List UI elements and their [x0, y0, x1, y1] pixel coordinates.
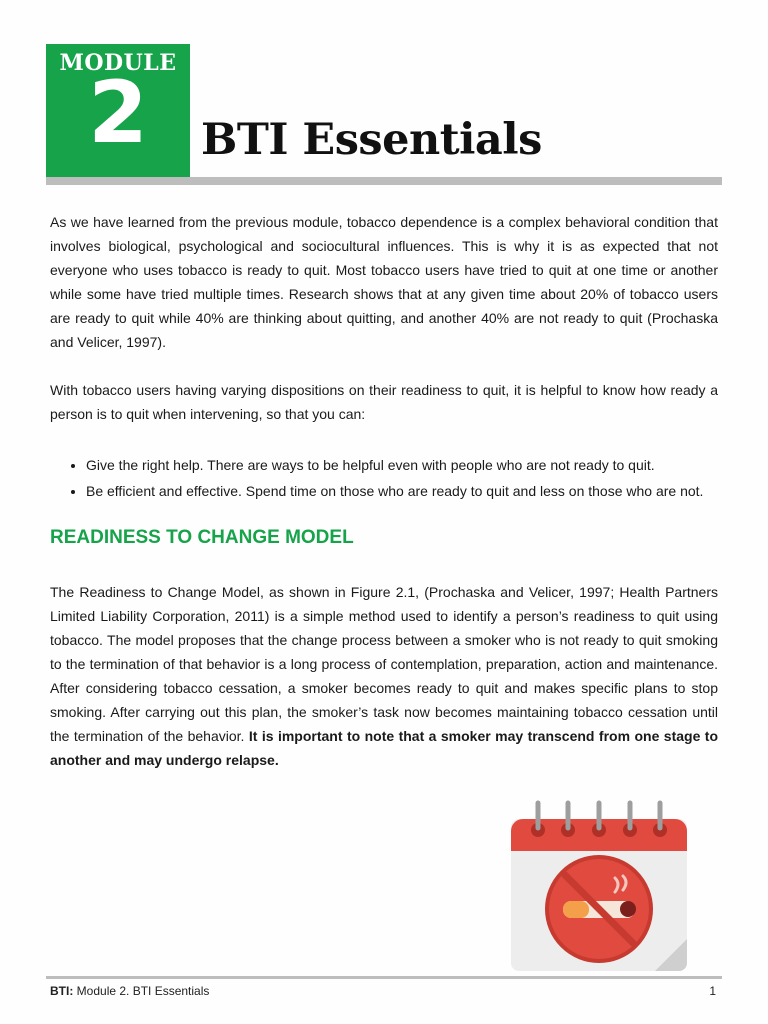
- module-label: MODULE: [59, 50, 177, 76]
- model-paragraph: [50, 580, 718, 772]
- page-title: BTI Essentials: [201, 115, 542, 165]
- no-smoking-calendar-icon: [505, 797, 695, 977]
- intro-paragraph: As we have learned from the previous module, tobacco dependence is a complex behavioral condition that involves biological, psychological and sociocultural influences. This is why it is as expected that not everyone who uses tobacco is ready to quit. Most tobacco users have tried to quit at one time or another while some have tried multiple times. Research shows that at any given time about 20% of tobacco users are ready to quit while 40% are thinking about quitting, and another 40% are not ready to quit (Prochaska and Velicer, 1997).: [50, 214, 718, 350]
- module-badge: [46, 44, 190, 177]
- footer-label: [50, 984, 209, 998]
- model-paragraph-emphasis: It is important to note that a smoker may transcend from one stage to another and may undergo relapse.: [50, 728, 719, 768]
- page-number: 1: [709, 984, 716, 998]
- readiness-paragraph: With tobacco users having varying dispositions on their readiness to quit, it is helpful to know how ready a person is to quit when intervening, so that you can:: [50, 382, 718, 422]
- list-item: • Be efficient and effective. Spend time on those who are ready to quit and less on those who are not.: [86, 478, 718, 504]
- list-item: • Give the right help. There are ways to be helpful even with people who are not ready to quit.: [86, 452, 718, 478]
- footer-label-bold: BTI:: [50, 984, 74, 998]
- module-number: 2: [88, 63, 148, 163]
- section-heading: READINESS TO CHANGE MODEL: [50, 527, 354, 548]
- title-divider: [46, 177, 722, 185]
- model-paragraph-text: The Readiness to Change Model, as shown in Figure 2.1, (Prochaska and Velicer, 1997; Health Partners Limited Liability Corporation, 2011) is a simple method used to identify a person’s readiness to quit using tobacco. The model proposes that the change process between a smoker who is not ready to quit smoking to the termination of that behavior is a long process of contemplation, preparation, action and maintenance. After considering tobacco cessation, a smoker becomes ready to quit and makes specific plans to stop smoking. After carrying out this plan, the smoker’s task now becomes maintaining tobacco cessation until the termination of the behavior.: [50, 584, 718, 744]
- footer-label-text: Module 2. BTI Essentials: [76, 984, 210, 998]
- main-content: [50, 210, 718, 772]
- bullet-list: [50, 452, 718, 504]
- footer-divider: [46, 976, 722, 979]
